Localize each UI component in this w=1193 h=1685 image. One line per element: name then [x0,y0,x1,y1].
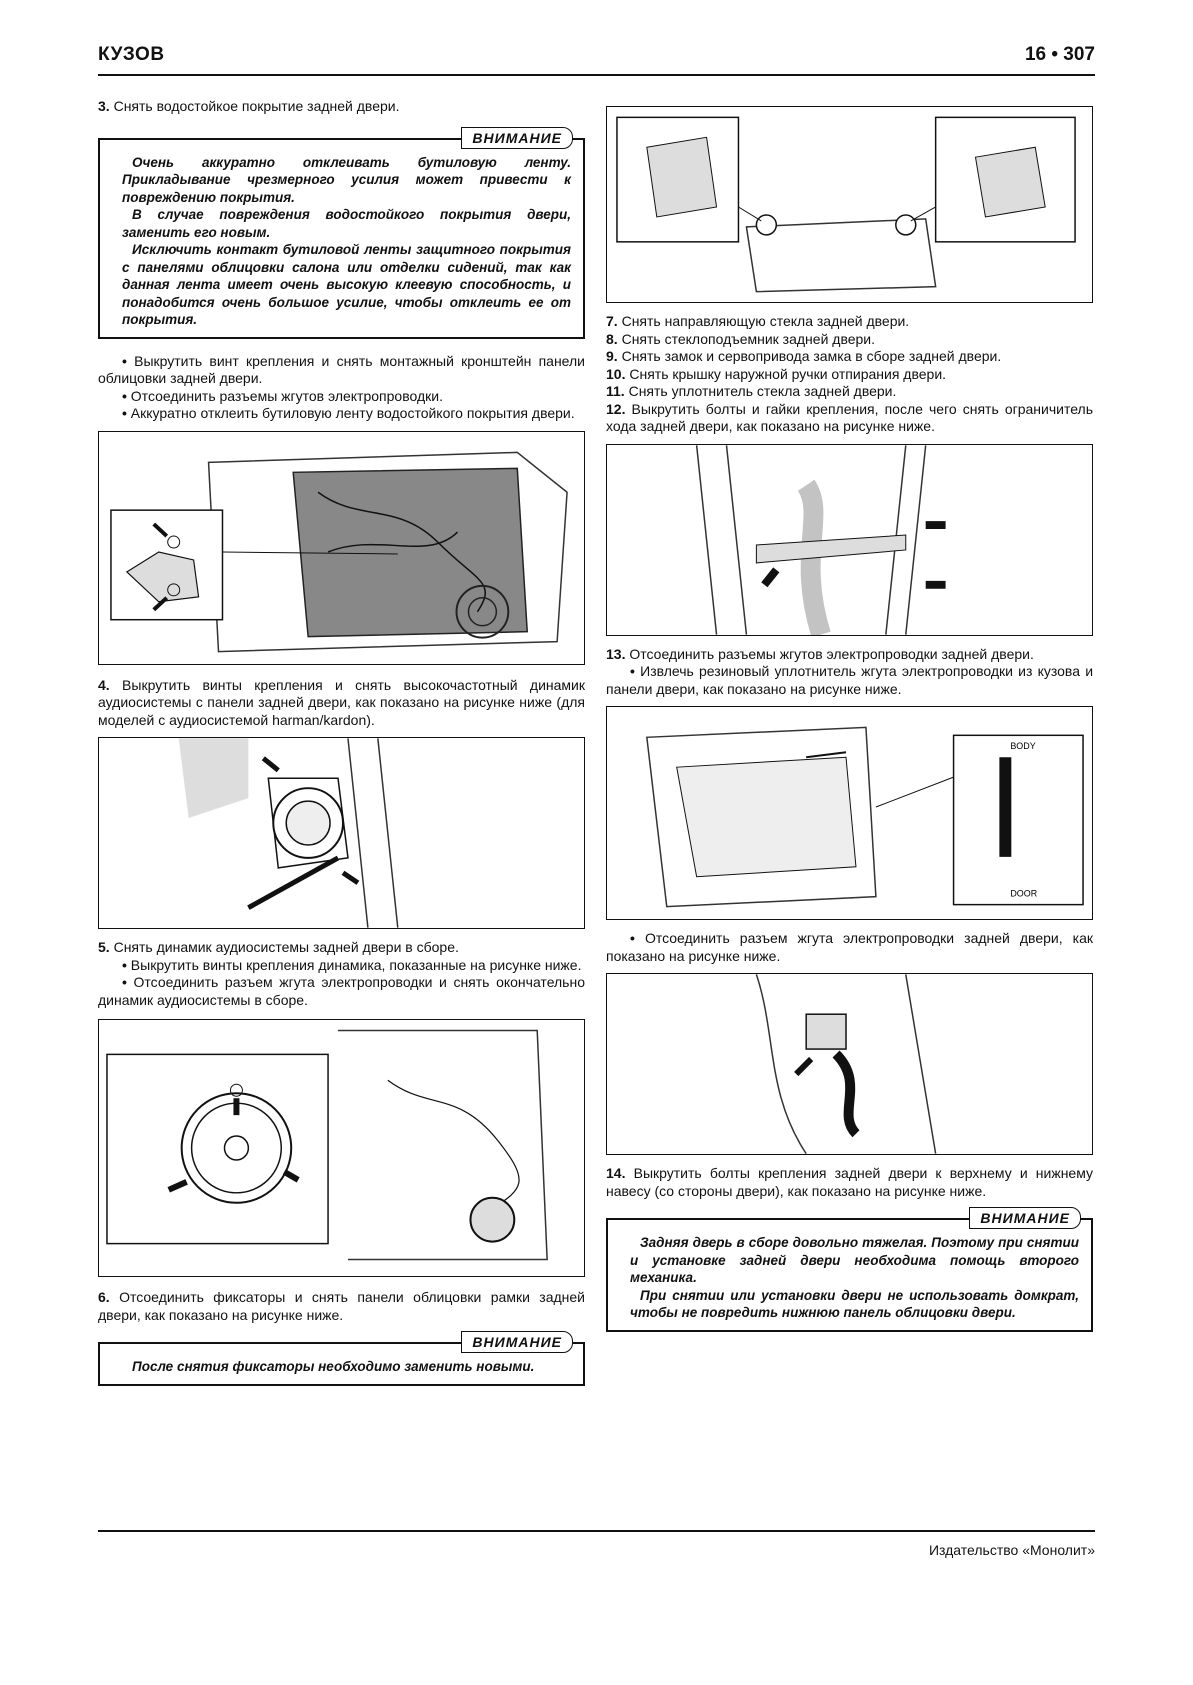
door-panel-illustration [99,432,584,664]
warning-paragraph: После снятия фиксаторы необходимо заменить новыми. [132,1359,535,1374]
steps-7-12 [606,313,1093,436]
bullet-item: • Извлечь резиновый уплотнитель жгута электропроводки из кузова и панели двери, как показано на рисунке ниже. [606,663,1094,697]
figure-door-check [606,444,1093,636]
figure-glass-guide [606,106,1093,303]
warning-box-2 [98,1334,585,1386]
warning-box-3 [606,1210,1093,1332]
warning-paragraph: В случае повреждения водостойкого покрытия двери, заменить его новым. [122,207,571,240]
tweeter-illustration [99,738,584,928]
right-column [606,98,1093,1332]
door-check-illustration [607,445,1092,635]
bullet-item: • Выкрутить винты крепления динамика, показанные на рисунке ниже. [122,956,582,973]
step-3: 3. Снять водостойкое покрытие задней двери. [98,98,400,114]
step-13: 13. Отсоединить разъемы жгутов электропроводки задней двери. [606,645,1034,662]
figure-speaker [98,1019,585,1277]
warning-tag: ВНИМАНИЕ [461,1331,573,1353]
bullet-item: • Отсоединить разъем жгута электропроводки и снять окончательно динамик аудиосистемы в сборе. [98,974,585,1008]
figure-connector [606,973,1093,1155]
bullet-item: • Отсоединить разъемы жгутов электропроводки. [122,387,443,404]
body-label: BODY [1010,741,1036,752]
section-title: КУЗОВ [98,44,165,65]
speaker-illustration [99,1020,584,1276]
bullet-item: • Выкрутить винт крепления и снять монтажный кронштейн панели облицовки задней двери. [98,352,585,386]
warning-paragraph: Очень аккуратно отклеивать бутиловую ленту. Прикладывание чрезмерного усилия может привести к повреждению покрытия. [122,154,571,205]
connector-illustration [607,974,1092,1154]
step-14: 14. Выкрутить болты крепления задней двери к верхнему и нижнему навесу (со стороны двери), как показано на рисунке ниже. [606,1165,1093,1199]
step-8: 8. Снять стеклоподъемник задней двери. [606,330,876,347]
step-5: 5. Снять динамик аудиосистемы задней двери в сборе. [98,939,459,955]
step-7: 7. Снять направляющую стекла задней двери. [606,313,910,329]
step-10: 10. Снять крышку наружной ручки отпирания двери. [606,365,947,382]
warning-paragraph: Исключить контакт бутиловой ленты защитного покрытия с панелями облицовки салона или отделки сидений, так как данная лента имеет очень высокую клеевую способность, и понадобится очень большое усилие, чтобы отклеить ее от покрытия. [122,242,571,327]
publisher: Издательство «Монолит» [928,1542,1095,1558]
page-number: 16 • 307 [1024,44,1095,65]
left-column [98,98,585,1386]
figure-door-panel [98,431,585,665]
step-11: 11. Снять уплотнитель стекла задней двери. [606,383,897,399]
figure-tweeter [98,737,585,929]
warning-tag: ВНИМАНИЕ [969,1207,1081,1229]
step-4: 4. Выкрутить винты крепления и снять высокочастотный динамик аудиосистемы с панели задней двери, как показано на рисунке ниже (для моделей с аудиосистемой harman/kardon). [98,676,585,728]
warning-box-1 [98,129,585,339]
step-9: 9. Снять замок и сервопривода замка в сборе задней двери. [606,348,1002,364]
glass-guide-illustration [607,107,1092,302]
bullet-item: • Аккуратно отклеить бутиловую ленту водостойкого покрытия двери. [122,405,575,421]
figure-grommet [606,706,1093,920]
step-12: 12. Выкрутить болты и гайки крепления, после чего снять ограничитель хода задней двери, как показано на рисунке ниже. [606,400,1093,434]
step-6: 6. Отсоединить фиксаторы и снять панели облицовки рамки задней двери, как показано на рисунке ниже. [98,1289,586,1323]
warning-tag: ВНИМАНИЕ [461,127,573,149]
grommet-illustration [607,707,1092,919]
warning-paragraph: Задняя дверь в сборе довольно тяжелая. Поэтому при снятии и установке задней двери необходима помощь второго механика. [630,1235,1079,1285]
page-header [98,40,1095,76]
footer-rule [98,1530,1095,1532]
warning-paragraph: При снятии или установки двери не использовать домкрат, чтобы не повредить нижнюю панель облицовки двери. [630,1287,1079,1320]
door-label: DOOR [1010,888,1038,899]
bullet-item: • Отсоединить разъем жгута электропроводки задней двери, как показано на рисунке ниже. [606,930,1093,964]
